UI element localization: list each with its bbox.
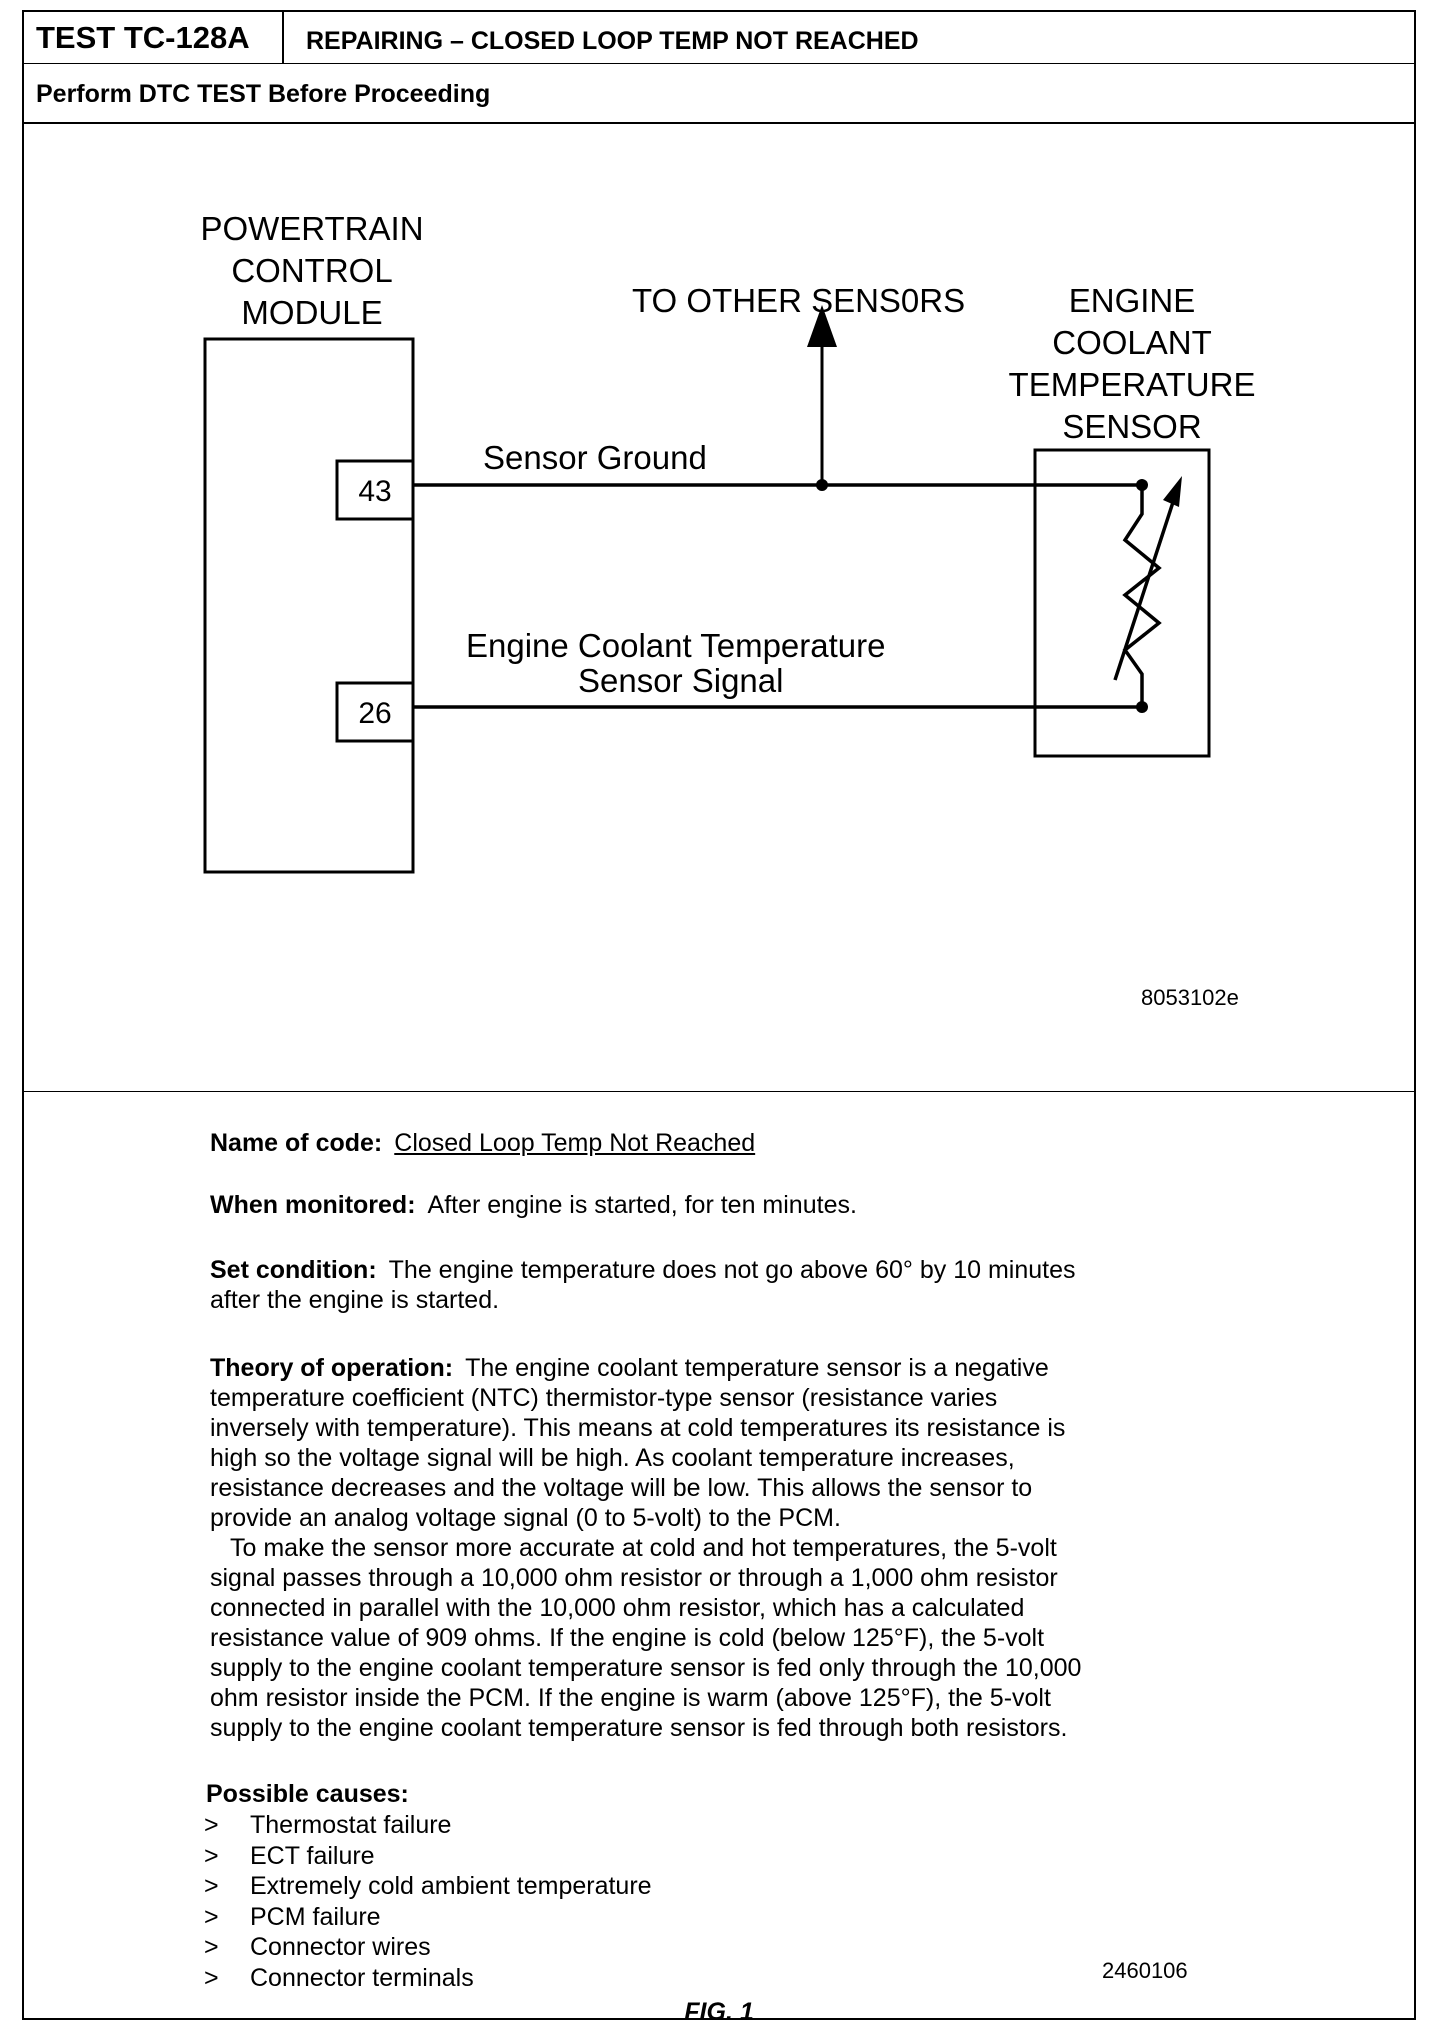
- ect-sensor-box: [1035, 450, 1209, 756]
- test-title: REPAIRING – CLOSED LOOP TEMP NOT REACHED: [306, 27, 919, 55]
- set-condition-line-1: The engine temperature does not go above 60° by 10 minutes: [388, 1256, 1076, 1284]
- test-id: TEST TC-128A: [24, 12, 284, 64]
- bullet-icon: >: [204, 1963, 219, 1992]
- thermistor-symbol: [1115, 485, 1176, 707]
- theory-line-9: connected in parallel with the 10,000 ohm resistor, which has a calculated: [210, 1594, 1025, 1622]
- ect-sensor-label-line-2: COOLANT: [1052, 324, 1212, 361]
- theory-line-10: resistance value of 909 ohms. If the engine is cold (below 125°F), the 5-volt: [210, 1624, 1045, 1652]
- wiring-diagram: [24, 124, 1414, 1092]
- theory-line-8: signal passes through a 10,000 ohm resistor or through a 1,000 ohm resistor: [210, 1564, 1058, 1592]
- subheader: Perform DTC TEST Before Proceeding: [24, 64, 1414, 124]
- name-of-code-value: Closed Loop Temp Not Reached: [394, 1129, 756, 1157]
- theory-line-6: provide an analog voltage signal (0 to 5-volt) to the PCM.: [210, 1504, 841, 1532]
- theory-line-1: The engine coolant temperature sensor is a negative: [465, 1354, 1049, 1382]
- thermistor-arrow-icon: [1163, 476, 1182, 507]
- sensor-signal-terminal: [1136, 701, 1148, 713]
- theory-line-3: inversely with temperature). This means at cold temperatures its resistance is: [210, 1414, 1066, 1442]
- ground-junction-dot: [816, 479, 828, 491]
- text-figure-id: 2460106: [1102, 1958, 1188, 1983]
- page-frame: [22, 10, 1416, 2026]
- list-item: > Connector terminals: [204, 1963, 474, 1992]
- pin-26-label: 26: [358, 697, 392, 730]
- theory-line-4: high so the voltage signal will be high. As coolant temperature increases,: [210, 1444, 1015, 1472]
- sensor-ground-label: Sensor Ground: [483, 439, 707, 476]
- list-item: > Thermostat failure: [204, 1811, 452, 1839]
- pcm-box: [205, 339, 413, 872]
- pcm-label-line-2: CONTROL: [231, 252, 393, 289]
- diagram-figure-id: 8053102e: [1141, 985, 1239, 1010]
- ect-signal-label-line-1: Engine Coolant Temperature: [466, 627, 886, 664]
- theory-of-operation: [210, 1353, 1270, 1743]
- bullet-icon: >: [204, 1872, 219, 1900]
- bullet-icon: >: [204, 1933, 219, 1961]
- possible-causes-heading: Possible causes:: [206, 1780, 409, 1808]
- when-monitored-value: After engine is started, for ten minutes.: [427, 1191, 857, 1219]
- ect-sensor-label-line-3: TEMPERATURE: [1008, 366, 1256, 403]
- other-sensors-label: TO OTHER SENS0RS: [632, 282, 966, 319]
- pcm-label-line-3: MODULE: [241, 294, 383, 331]
- ect-signal-label-line-2: Sensor Signal: [578, 662, 784, 699]
- bullet-icon: >: [204, 1811, 219, 1839]
- list-item: > ECT failure: [204, 1841, 375, 1870]
- set-condition: [210, 1255, 1270, 1315]
- name-of-code-label: Name of code:: [210, 1129, 383, 1157]
- list-item: > PCM failure: [204, 1902, 381, 1931]
- list-item: > Connector wires: [204, 1933, 431, 1961]
- possible-causes-list: [204, 1810, 652, 1993]
- bullet-icon: >: [204, 1902, 219, 1931]
- set-condition-label: Set condition:: [210, 1256, 377, 1284]
- code-description: [24, 1092, 1414, 2026]
- theory-line-12: ohm resistor inside the PCM. If the engine is warm (above 125°F), the 5-volt: [210, 1684, 1051, 1712]
- theory-line-11: supply to the engine coolant temperature sensor is fed only through the 10,000: [210, 1654, 1082, 1682]
- name-of-code: [210, 1128, 1270, 1158]
- when-monitored-label: When monitored:: [210, 1191, 416, 1219]
- theory-line-7: To make the sensor more accurate at cold and hot temperatures, the 5-volt: [230, 1534, 1057, 1562]
- set-condition-line-2: after the engine is started.: [210, 1286, 500, 1314]
- bullet-icon: >: [204, 1841, 219, 1870]
- theory-line-13: supply to the engine coolant temperature sensor is fed through both resistors.: [210, 1714, 1068, 1742]
- theory-line-2: temperature coefficient (NTC) thermistor-type sensor (resistance varies: [210, 1384, 998, 1412]
- theory-label: Theory of operation:: [210, 1354, 454, 1382]
- figure-caption: FIG. 1: [684, 1998, 754, 2026]
- sensor-ground-terminal: [1136, 479, 1148, 491]
- pin-43-label: 43: [358, 475, 392, 508]
- when-monitored: [210, 1190, 1270, 1220]
- ect-sensor-label-line-1: ENGINE: [1068, 282, 1196, 319]
- ect-sensor-label-line-4: SENSOR: [1062, 408, 1202, 445]
- theory-line-5: resistance decreases and the voltage will be low. This allows the sensor to: [210, 1474, 1033, 1502]
- list-item: > Extremely cold ambient temperature: [204, 1872, 652, 1900]
- pcm-label-line-1: POWERTRAIN: [200, 210, 424, 247]
- wiring-diagram-svg: [2, 2, 1440, 1092]
